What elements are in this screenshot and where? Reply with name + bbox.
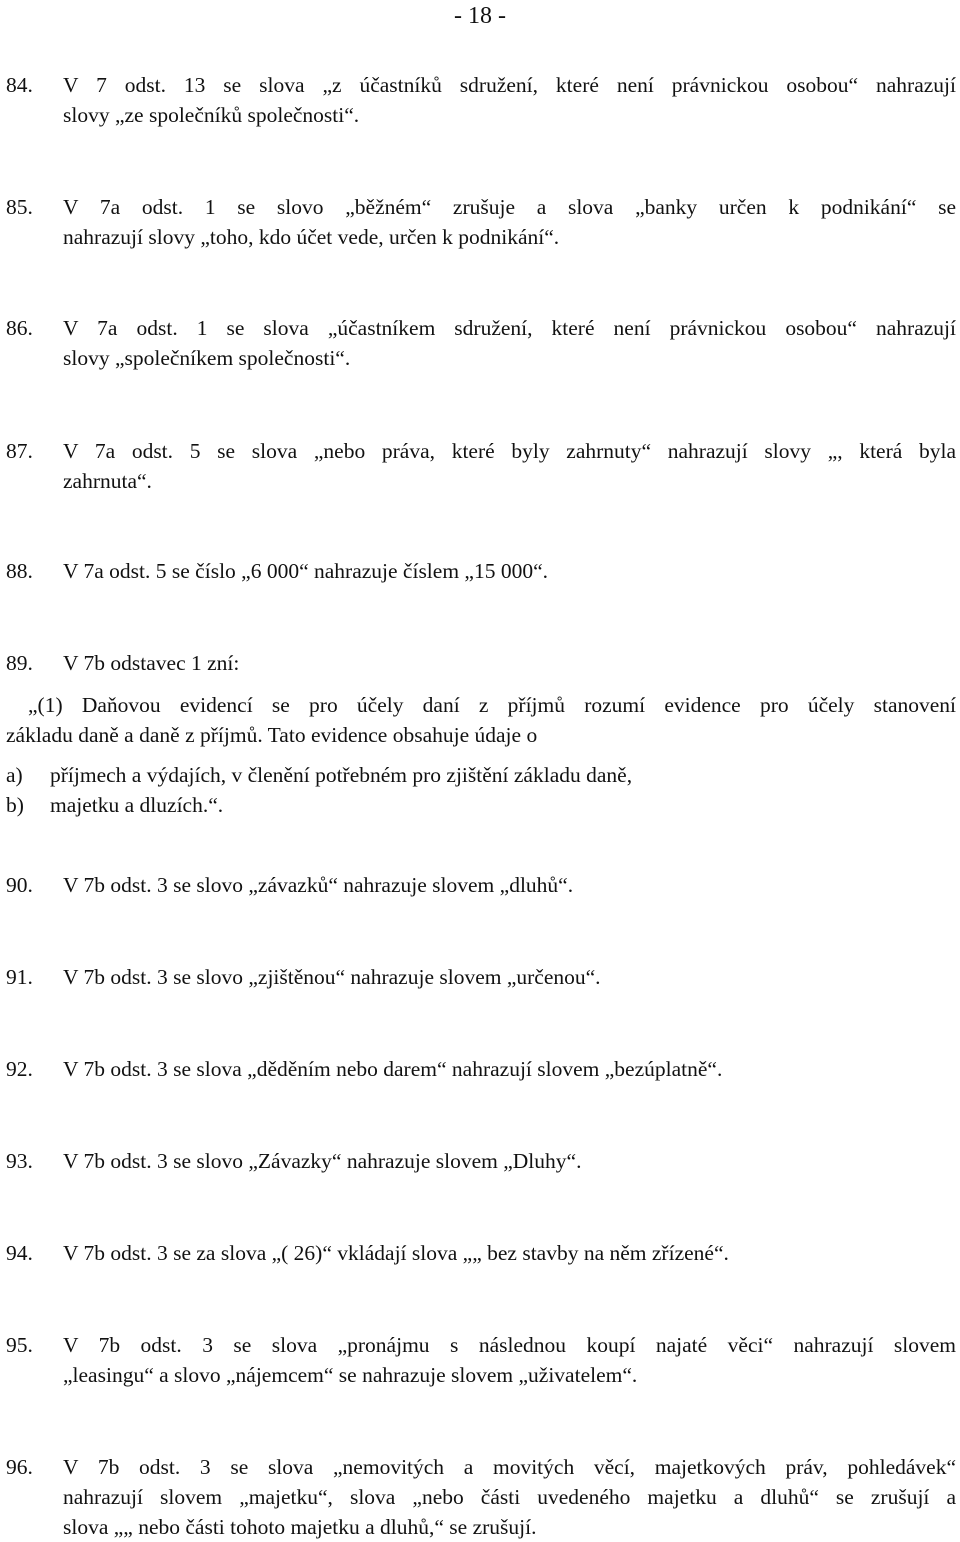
item-line xyxy=(6,1146,956,1176)
item-text: V 7b odstavec 1 zní: xyxy=(63,651,240,675)
amendment-item-86 xyxy=(6,313,956,373)
item-line xyxy=(6,436,956,466)
amendment-item-94 xyxy=(6,1238,956,1268)
sub-item-b xyxy=(6,790,956,820)
amendment-item-92 xyxy=(6,1054,956,1084)
item-line xyxy=(6,962,956,992)
item-number: 91. xyxy=(6,965,33,989)
amendment-item-96 xyxy=(6,1452,956,1542)
item-number: 87. xyxy=(6,439,33,463)
quoted-paragraph xyxy=(6,690,956,750)
item-number: 89. xyxy=(6,651,33,675)
item-number: 96. xyxy=(6,1455,33,1479)
item-number: 85. xyxy=(6,195,33,219)
item-number: 95. xyxy=(6,1333,33,1357)
item-line xyxy=(6,648,956,678)
item-line: zahrnuta“. xyxy=(63,469,152,493)
item-line: nahrazují slovy „toho, kdo účet vede, určen k podnikání“. xyxy=(63,225,560,249)
sub-label: b) xyxy=(6,793,24,817)
item-text: V 7a odst. 5 se číslo „6 000“ nahrazuje číslem „15 000“. xyxy=(63,559,549,583)
item-line: slovy „ze společníků společnosti“. xyxy=(63,103,360,127)
amendment-item-93 xyxy=(6,1146,956,1176)
amendment-item-91 xyxy=(6,962,956,992)
item-line xyxy=(6,313,956,343)
item-line xyxy=(6,1452,956,1482)
item-text: V 7b odst. 3 se slovo „Závazky“ nahrazuje slovem „Dluhy“. xyxy=(63,1149,582,1173)
sub-label: a) xyxy=(6,763,23,787)
item-number: 84. xyxy=(6,73,33,97)
sub-list xyxy=(6,760,956,820)
page-number: - 18 - xyxy=(454,3,506,29)
amendment-item-95 xyxy=(6,1330,956,1390)
item-text: V 7a odst. 5 se slova „nebo práva, které byly zahrnuty“ nahrazují slovy „, která byla xyxy=(63,439,956,463)
item-line: nahrazují slovem „majetku“, slova „nebo části uvedeného majetku a dluhů“ se zrušují a xyxy=(63,1485,956,1509)
item-number: 92. xyxy=(6,1057,33,1081)
item-line xyxy=(6,70,956,100)
item-text: V 7b odst. 3 se slova „nemovitých a movitých věcí, majetkových práv, pohledávek“ xyxy=(63,1455,956,1479)
item-line: slovy „společníkem společnosti“. xyxy=(63,346,351,370)
item-text: V 7a odst. 1 se slova „účastníkem sdružení, které není právnickou osobou“ nahrazují xyxy=(63,316,956,340)
item-text: V 7b odst. 3 se slovo „zjištěnou“ nahrazuje slovem „určenou“. xyxy=(63,965,601,989)
amendment-item-87 xyxy=(6,436,956,496)
item-number: 88. xyxy=(6,559,33,583)
amendment-item-85 xyxy=(6,192,956,252)
sub-text: příjmech a výdajích, v členění potřebném pro zjištění základu daně, xyxy=(50,763,633,787)
item-text: V 7 odst. 13 se slova „z účastníků sdružení, které není právnickou osobou“ nahrazují xyxy=(63,73,956,97)
item-text: V 7b odst. 3 se slova „děděním nebo darem“ nahrazují slovem „bezúplatně“. xyxy=(63,1057,723,1081)
item-number: 94. xyxy=(6,1241,33,1265)
amendment-item-89 xyxy=(6,648,956,820)
item-number: 90. xyxy=(6,873,33,897)
sub-item-a xyxy=(6,760,956,790)
item-line xyxy=(6,192,956,222)
item-line: „leasingu“ a slovo „nájemcem“ se nahrazuje slovem „uživatelem“. xyxy=(63,1363,638,1387)
item-line xyxy=(6,870,956,900)
item-number: 86. xyxy=(6,316,33,340)
item-text: V 7b odst. 3 se slovo „závazků“ nahrazuje slovem „dluhů“. xyxy=(63,873,574,897)
item-text: V 7b odst. 3 se slova „pronájmu s následnou koupí najaté věci“ nahrazují slovem xyxy=(63,1333,956,1357)
sub-text: majetku a dluzích.“. xyxy=(50,793,224,817)
item-line xyxy=(6,1330,956,1360)
item-line xyxy=(6,1238,956,1268)
item-number: 93. xyxy=(6,1149,33,1173)
item-line xyxy=(6,1054,956,1084)
item-line: slova „„ nebo části tohoto majetku a dluhů,“ se zrušují. xyxy=(63,1515,537,1539)
quote-line: základu daně a daně z příjmů. Tato evidence obsahuje údaje o xyxy=(6,723,538,747)
quote-line: „(1) Daňovou evidencí se pro účely daní z příjmů rozumí evidence pro účely stanovení xyxy=(28,693,956,717)
item-text: V 7b odst. 3 se za slova „( 26)“ vkládají slova „„ bez stavby na něm zřízené“. xyxy=(63,1241,729,1265)
amendment-item-88 xyxy=(6,556,956,586)
item-line xyxy=(6,556,956,586)
item-text: V 7a odst. 1 se slovo „běžném“ zrušuje a slova „banky určen k podnikání“ se xyxy=(63,195,956,219)
amendment-item-90 xyxy=(6,870,956,900)
amendment-item-84 xyxy=(6,70,956,130)
